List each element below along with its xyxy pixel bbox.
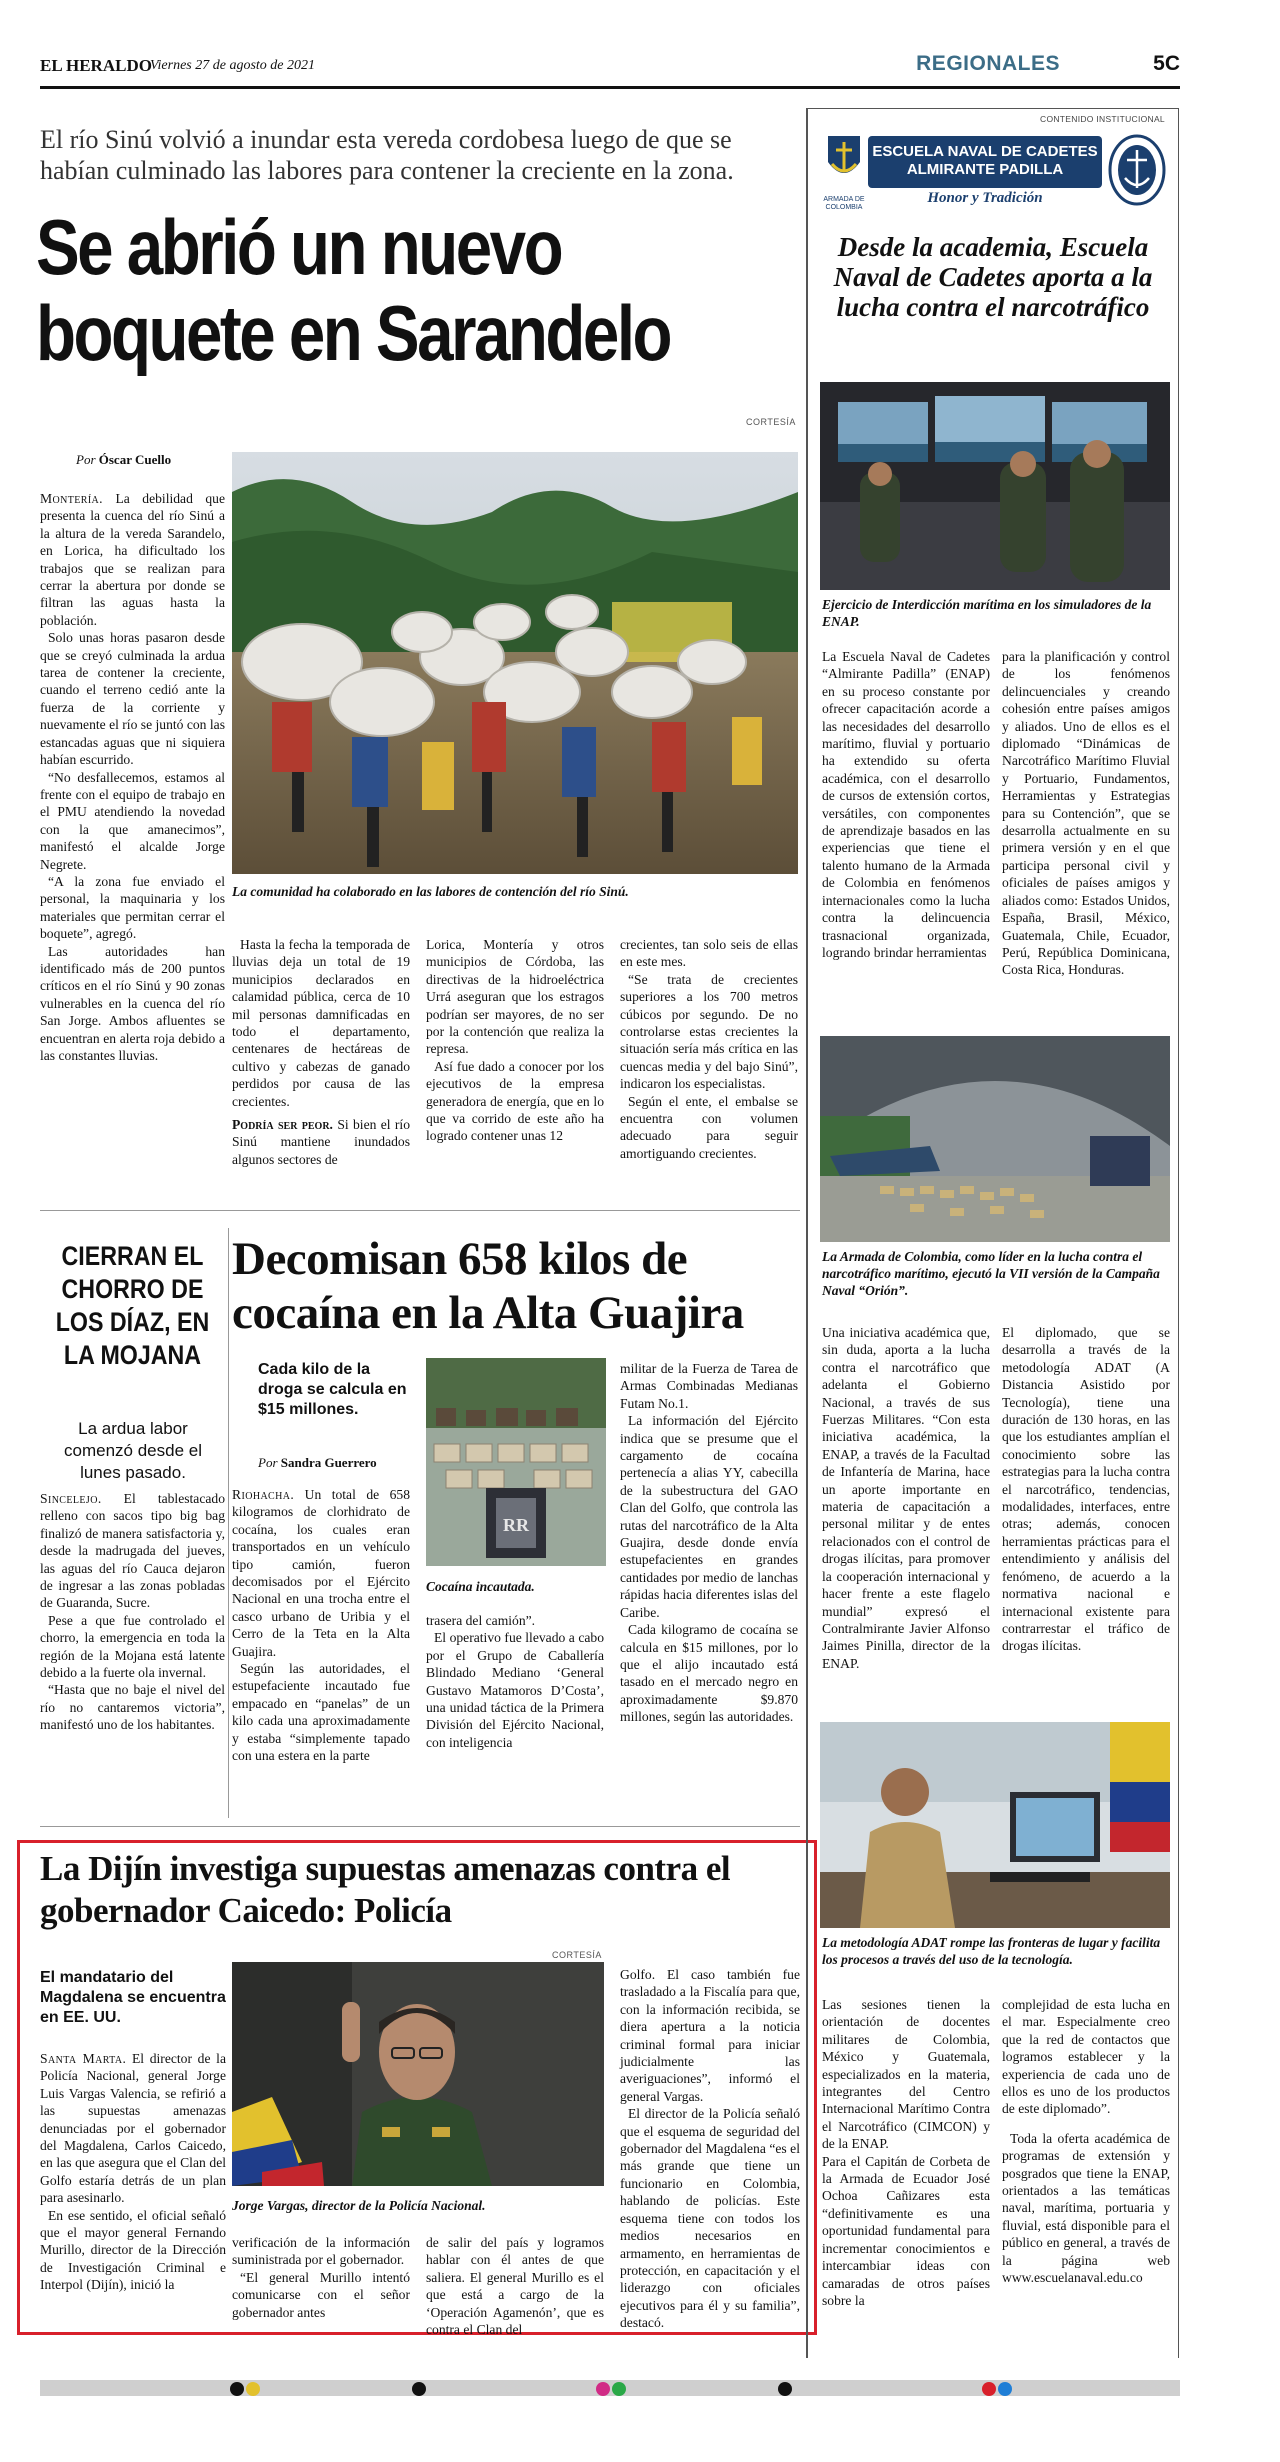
enap-a-column-2: para la planificación y control de los fenómenos delincuenciales y creando cohesión entre países amigos y aliados. Uno de ellos es el diplomado “Dinámicas de Narcotráfico Marítimo Fluvial y Portuario, Fundamentos, Herramientas y Estrategias para su Contención”, que se desarrolla actualmente en su primera versión y en el que participa personal civil y oficiales de países amigos y aliados como: Estados Unidos, España, Brasil, México, Guatemala, Chile, Ecuador, Perú, República Dominicana, Costa Rica, Honduras. <box>1002 649 1170 978</box>
byline-name: Óscar Cuello <box>98 452 172 467</box>
anchor-shield-icon <box>822 132 866 192</box>
lead-c1-p5: Las autoridades han identificado más de 200 puntos críticos en el río Sinú y 90 zonas vulnerables en la cuenca del río San Jorge. Ambos afluentes se encuentran en alerta roja debido a las constantes lluvias. <box>40 943 225 1063</box>
dijin-column-4 <box>620 1966 800 2332</box>
dijin-c1-p1: Santa Marta. El director de la Policía Nacional, general Jorge Luis Vargas Valencia, se refirió a las supuestas amenazas denunciadas por el gobernador del Magdalena, Carlos Caicedo, en las que asegura que el Clan del Golfo estaría detrás de un plan para asesinarlo. <box>40 2051 226 2206</box>
armada-logo <box>822 132 866 211</box>
lead-c1-p4: “A la zona fue enviado el personal, la maquinaria y los materiales que permitan cerrar el boquete”, agregó. <box>40 873 225 942</box>
crest-icon <box>1108 134 1166 206</box>
newspaper-brand: EL HERALDO <box>40 56 152 75</box>
dijin-photo-credit: CORTESÍA <box>552 1950 602 1960</box>
registration-dot-blue <box>998 2382 1012 2396</box>
seizure-hangar-photo <box>820 1036 1170 1242</box>
dijin-c2-p2: “El general Murillo intentó comunicarse con el señor gobernador antes <box>232 2269 410 2320</box>
lead-c4-p2: “Se trata de crecientes superiores a los 700 metros cúbicos por segundo. De no controlarse estas crecientes la situación sería más crítica en las cuencas media y del bajo Sinú”, indicaron los especialistas. <box>620 971 798 1092</box>
lead-kicker: El río Sinú volvió a inundar esta vereda cordobesa luego de que se habían culminado las labores para contener la creciente en la zona. <box>40 125 734 185</box>
cocaina-c3-p3: Cada kilogramo de cocaína se calcula en $15 millones, por lo que el alijo incautado está tasado en el mercado negro en aproximadamente $9.870 millones, según las autoridades. <box>620 1622 798 1725</box>
simulator-photo <box>820 382 1170 590</box>
lead-c1-p2: Solo unas horas pasaron desde que se creyó culminada la ardua tarea de contener la creciente, cuando el terreno cedió ante la fuerza de la corriente y nuevamente el río se juntó con las estancadas aguas que ni siquiera habían escurrido. <box>40 630 225 768</box>
registration-dot-black <box>412 2382 426 2396</box>
lead-c1-p1: Montería. La debilidad que presenta la cuenca del río Sinú a la altura de la vereda Sarandelo, en Lorica, ha dificultado los trabajos que se realizan para cerrar la abertura por donde se filtran las aguas hasta la población. <box>40 491 225 628</box>
cocaina-column-1 <box>232 1486 410 1765</box>
enap-caption-1: Ejercicio de Interdicción marítima en los simuladores de la ENAP. <box>822 597 1152 629</box>
svg-text:RR: RR <box>503 1515 529 1535</box>
school-motto: Honor y Tradición <box>927 190 1043 206</box>
officer-computer-photo <box>820 1722 1170 1928</box>
seized-drugs-photo <box>426 1358 606 1566</box>
dijin-column-1 <box>40 2050 226 2294</box>
enap-photo-2 <box>820 1036 1170 1242</box>
registration-dot-black <box>778 2382 792 2396</box>
lead-c1-p3: “No desfallecemos, estamos al frente con el equipo de trabajo en el PMU atendiendo la novedad con la que amanecimos”, manifestó el alcalde Jorge Negrete. <box>40 769 225 872</box>
lead-bottom-rule <box>40 1210 800 1211</box>
enap-a-column-1: La Escuela Naval de Cadetes “Almirante Padilla” (ENAP) en su proceso constante por ofrecer capacitación acorde a las necesidades del desarrollo marítimo, fluvial y portuario ha extendido su oferta académica, con el desarrollo de cursos de extensión cortos, versátiles, con componentes de aprendizaje basados en las experiencias que tiene el talento humano de la Armada de Colombia en fenómenos internacionales como la lucha contra la delincuencia trasnacional organizada, logrando brindar herramientas <box>822 649 990 960</box>
lead-c3-p2: Así fue dado a conocer por los ejecutivos de la empresa generadora de energía, que en lo que va corrido de este año ha logrado contener unas 12 <box>426 1058 604 1144</box>
enap-c-column-1: Las sesiones tienen la orientación de docentes militares de Colombia, México y Guatemala, especializados en la materia, integrantes del Centro Internacional Marítimo Contra el Narcotráfico (CIMCON) y de la ENAP. Para el Capitán de Corbeta de la Armada de Ecuador José Ochoa Cañizares esta “definitivamente es una oportunidad fundamental para incrementar conocimientos e intercambiar ideas con camaradas de otros países sobre la <box>822 1997 990 2308</box>
dijin-c1-p2: En ese sentido, el oficial señaló que el mayor general Fernando Murillo, director de la Dirección de Investigación Criminal e Interpol (Dijín), inició la <box>40 2207 226 2293</box>
cocaina-deck: Cada kilo de la droga se calcula en $15 millones. <box>258 1361 407 1418</box>
cocaina-c2-p1: trasera del camión”. <box>426 1613 536 1628</box>
cocaina-c1-p1: Riohacha. Un total de 658 kilogramos de clorhidrato de cocaína, los cuales eran transportados en un vehículo tipo camión, fueron decomisados por el Ejército Nacional en una trocha entre el casco urbano de Uribia y el Cerro de la Teta en la Alta Guajira. <box>232 1487 410 1659</box>
byline-prefix: Por <box>76 452 96 467</box>
mojana-p1: Sincelejo. El tablestacado relleno con sacos tipo big bag finalizó de manera satisfactoria y, desde la madrugada del jueves, las aguas del río Cauca dejaron de ingresar a las zonas pobladas de Guaranda, Sucre. <box>40 1491 225 1611</box>
enap-photo-3 <box>820 1722 1170 1928</box>
page-number: 5C <box>1153 52 1180 75</box>
armada-label: ARMADA DE COLOMBIA <box>823 196 865 211</box>
registration-dot-green <box>612 2382 626 2396</box>
mojana-deck: La ardua labor comenzó desde el lunes pasado. <box>64 1419 202 1482</box>
lead-c4-p3: Según el ente, el embalse se encuentra con volumen adecuado para seguir amortiguando crecientes. <box>620 1093 798 1161</box>
enap-b-column-1: Una iniciativa académica que, sin duda, aporta a la lucha contra el narcotráfico que adelanta el Gobierno Nacional, a través de sus Fuerzas Militares. “Con esta iniciativa académica, la ENAP, a través de la Facultad de Infantería de Marina, hace un aporte importante en materia de capacitación a personal militar y de entes relacionados con el control de drogas ilícitas, para promover la cooperación internacional y hacer frente a este flagelo mundial” expresó el Contralmirante Javier Alfonso Jaimes Pinilla, director de la ENAP. <box>822 1325 990 1671</box>
lead-c2-p2: Podría ser peor. Si bien el río Sinú mantiene inundados algunos sectores de <box>232 1117 410 1167</box>
school-crest <box>1108 134 1166 206</box>
cocaina-bottom-rule <box>40 1826 800 1827</box>
dijin-photo <box>232 1962 604 2186</box>
enap-caption-3: La metodología ADAT rompe las fronteras de lugar y facilita los procesos a través del uso de la tecnología. <box>822 1935 1161 1967</box>
cocaina-c2-p2: El operativo fue llevado a cabo por el Grupo de Caballería Blindado Mediano ‘General Gustavo Matamoros D’Costa’, una unidad táctica de la Primera División del Ejército Nacional, con inteligencia <box>426 1630 604 1750</box>
school-banner: ESCUELA NAVAL DE CADETES ALMIRANTE PADILLA <box>868 136 1102 188</box>
cocaina-photo-caption: Cocaína incautada. <box>426 1579 535 1594</box>
dijin-c3-p1: de salir del país y logramos hablar con él antes de que saliera. El general Murillo es el que está a cargo de la ‘Operación Agamenón’, que es contra el Clan del <box>426 2235 604 2338</box>
lead-column-3 <box>426 936 604 1145</box>
enap-b-column-2: El diplomado, que se desarrolla a través de la metodología ADAT (A Distancia Asistido por Tecnología), tiene una duración de 130 horas, en las que los estudiantes amplían el conocimiento sobre las estrategias para la lucha contra el narcotráfico, tendencias, modalidades, interfaces, entre otras; además, conocen herramientas prácticas para el entendimiento y análisis del fenómeno, de acuerdo a la normativa nacional e internacional existente para contrarrestar el tráfico de drogas ilícitas. <box>1002 1325 1170 1654</box>
lead-c2-p1: Hasta la fecha la temporada de lluvias deja un total de 19 municipios declarados en calamidad pública, cerca de 10 mil personas damnificadas en todo el departamento, centenares de hectáreas de cultivo y cabezas de ganado perdidos por causa de las crecientes. <box>232 937 410 1109</box>
lead-photo-caption: La comunidad ha colaborado en las labores de contención del río Sinú. <box>232 884 629 899</box>
lead-byline <box>76 452 171 468</box>
page-header <box>40 52 1180 82</box>
institutional-label: CONTENIDO INSTITUCIONAL <box>1040 114 1165 124</box>
cocaina-column-3 <box>620 1360 798 1726</box>
dijin-c4-p1: Golfo. El caso también fue trasladado a la Fiscalía para que, con la información recibida, se diera apertura a la noticia criminal formal para iniciar judicialmente las averiguaciones”, informó el general Vargas. <box>620 1967 800 2104</box>
lead-headline: Se abrió un nuevo boquete en Sarandelo <box>36 203 671 377</box>
cocaina-column-2 <box>426 1612 604 1751</box>
cocaina-byline: Por Sandra Guerrero <box>258 1455 377 1470</box>
dijin-column-2 <box>232 2234 410 2321</box>
cocaina-c1-p2: Según las autoridades, el estupefaciente incautado fue empacado en “panelas” de un kilo cada una aproximadamente y estaba “simplemente tapado con una estera en la parte <box>232 1661 410 1764</box>
lead-c4-p1: crecientes, tan solo seis de ellas en este mes. <box>620 937 798 970</box>
mojana-p3: “Hasta que no baje el nivel del río no cantaremos victoria”, manifestó uno de los habitantes. <box>40 1682 225 1733</box>
right-column-edge <box>1178 108 1179 2358</box>
registration-dot-yellow <box>246 2382 260 2396</box>
mojana-p2: Pese a que fue controlado el chorro, la emergencia en toda la región de la Mojana está latente debido a la fuerte ola invernal. <box>40 1612 225 1681</box>
dijin-c2-p1: verificación de la información suministrada por el gobernador. <box>232 2235 410 2268</box>
registration-dot-black <box>230 2382 244 2396</box>
lead-photo <box>232 452 798 874</box>
cocaina-c3-p1: militar de la Fuerza de Tarea de Armas Combinadas Medianas Futam No.1. <box>620 1361 798 1411</box>
lead-c3-p1: Lorica, Montería y otros municipios de Córdoba, las directivas de la hidroeléctrica Urrá aseguran que los estragos podrían ser mayores, de no ser por la contención que realiza la represa. <box>426 937 604 1057</box>
registration-dot-magenta <box>596 2382 610 2396</box>
issue-date: Viernes 27 de agosto de 2021 <box>150 58 315 73</box>
enap-title: Desde la academia, Escuela Naval de Cadetes aporta a la lucha contra el narcotráfico <box>833 232 1153 322</box>
registration-dot-red <box>982 2382 996 2396</box>
cocaina-c3-p2: La información del Ejército indica que se presume que el cargamento de cocaína pertenecía a alias YY, cabecilla de la subestructura del GAO Clan del Golfo, que controla las rutas del narcotráfico de la Alta Guajira, desde donde envía estupefacientes en grandes cantidades por medio de lanchas rápidas hacia diferentes islas del Caribe. <box>620 1413 798 1620</box>
mojana-body <box>40 1490 225 1734</box>
dijin-c4-p2: El director de la Policía señaló que el esquema de seguridad del gobernador del Magdalena “es el más grande que tiene un funcionario en Colombia, hablando de policías. Este esquema tiene con todos los medios necesarios en armamento, en herramientas de protección, en capacitación y el liderazgo con oficiales ejecutivos para él y su familia”, destacó. <box>620 2106 800 2331</box>
police-director-photo <box>232 1962 604 2186</box>
lead-column-1 <box>40 490 225 1064</box>
lead-column-4 <box>620 936 798 1162</box>
enap-photo-1 <box>820 382 1170 590</box>
lead-photo-credit: CORTESÍA <box>746 417 796 427</box>
right-column-divider <box>806 108 808 2358</box>
section-name: REGIONALES <box>916 52 1060 75</box>
lead-column-2 <box>232 936 410 1168</box>
dijin-deck: El mandatario del Magdalena se encuentra en EE. UU. <box>40 1969 226 2026</box>
dijin-headline: La Dijín investiga supuestas amenazas contra el gobernador Caicedo: Policía <box>40 1849 731 1930</box>
cocaina-headline: Decomisan 658 kilos de cocaína en la Alta Guajira <box>232 1233 744 1339</box>
mojana-divider <box>228 1228 229 1818</box>
enap-c-column-2: complejidad de esta lucha en el mar. Especialmente creo que la red de contactos que logramos establecer y la experiencia de cada uno de ellos es uno de los productos de este diplomado”. Toda la oferta académica de programas de extensión y posgrados que tiene la ENAP, orientados a las temáticas naval, marítima, portuaria y fluvial, está disponible para el público en general, a través de la página web www.escuelanaval.edu.co <box>1002 1997 1170 2286</box>
dijin-column-3 <box>426 2234 604 2338</box>
right-column-top <box>806 108 1178 109</box>
dijin-photo-caption: Jorge Vargas, director de la Policía Nacional. <box>232 2198 486 2213</box>
enap-caption-2: La Armada de Colombia, como líder en la lucha contra el narcotráfico marítimo, ejecutó la VII versión de la Campaña Naval “Orión”. <box>822 1249 1160 1298</box>
mojana-headline: CIERRAN EL CHORRO DE LOS DÍAZ, EN LA MOJANA <box>55 1241 210 1370</box>
flood-sandbag-photo <box>232 452 798 874</box>
cocaina-photo <box>426 1358 606 1566</box>
header-rule <box>40 86 1180 89</box>
